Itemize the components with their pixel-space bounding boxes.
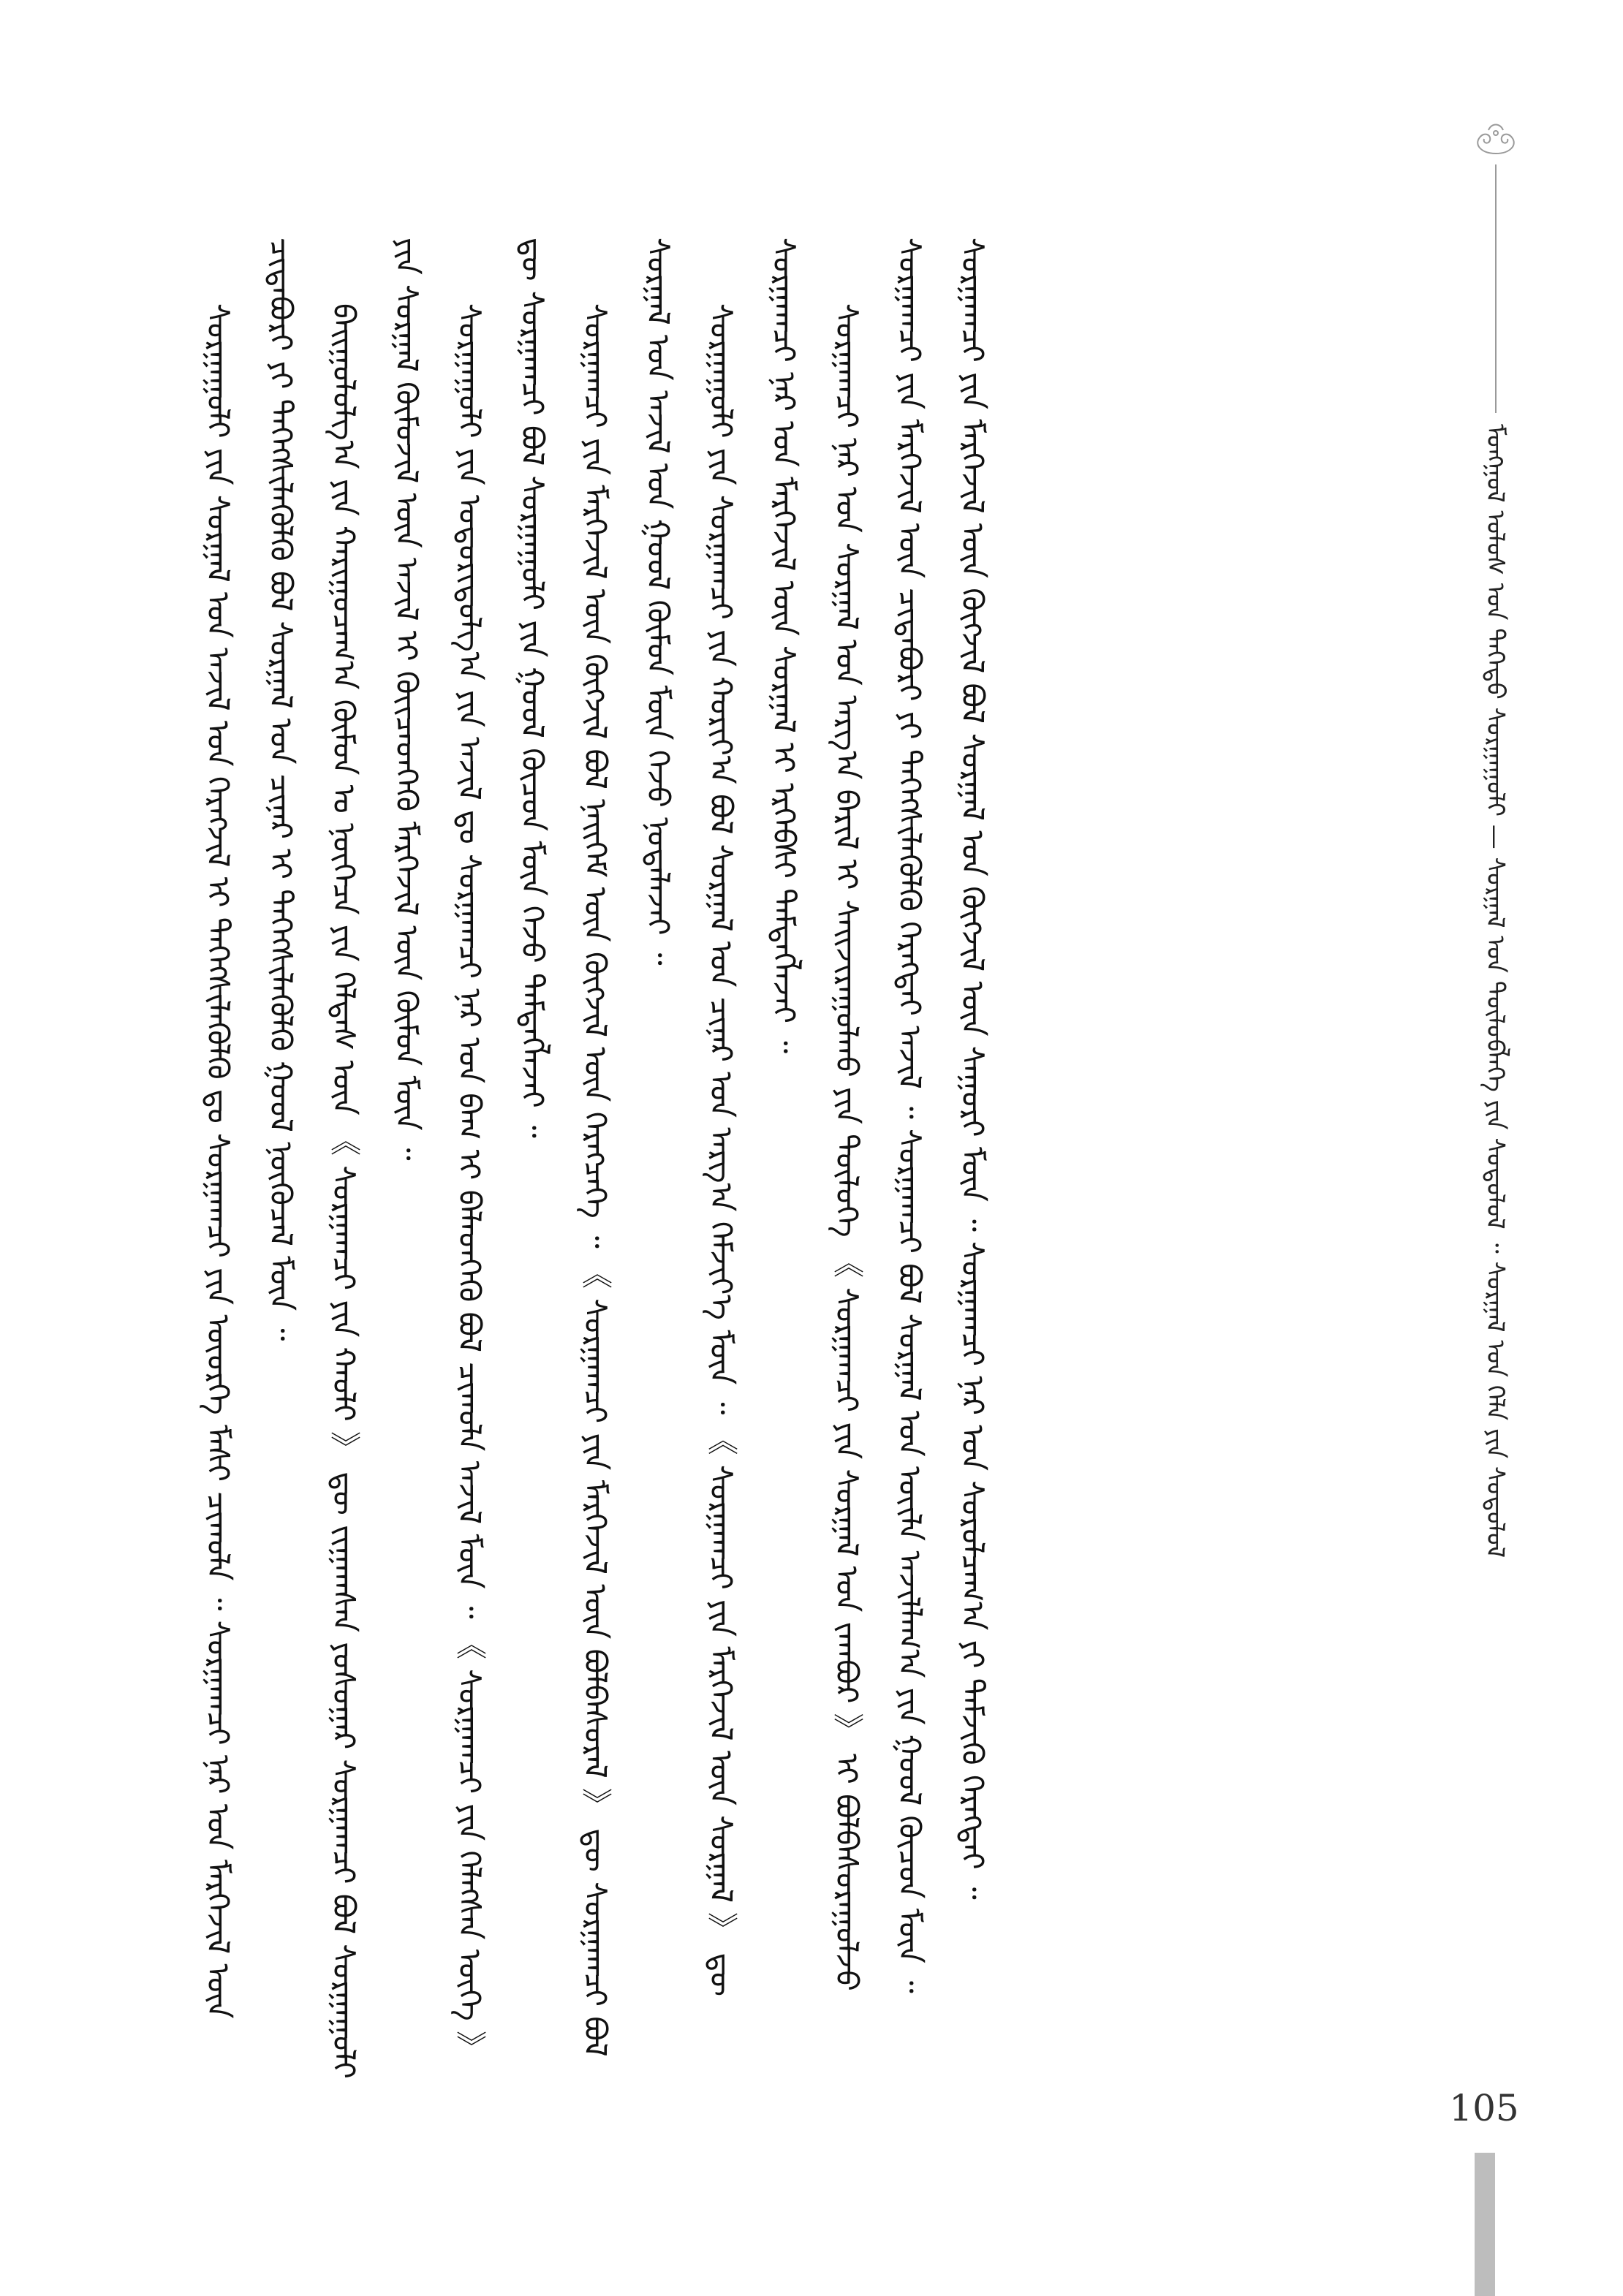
thumb-tab (1475, 2153, 1495, 2296)
header-divider (1495, 164, 1497, 413)
paragraph: ᠰᠤᠷᠭᠠᠭᠴᠢ ᠶᠢᠨ ᠮᠡᠷᠭᠡᠵᠢᠯ ᠦᠨ ᠬᠥᠭᠵᠢᠯ ᠪᠣᠯ ᠨᠡᠢᠭᠡᠮ ᠦᠨ ᠬᠥᠭᠵᠢᠯ ᠦᠨ ᠬᠡᠷᠡᠭᠴᠡᠭᠡ ᠃ 《 ᠰᠤᠷᠭᠠᠭᠴᠢ ᠶᠢᠨ ᠮᠡᠷᠭᠡᠵᠢᠯ ᠦᠨ ᠪᠣᠯᠪᠠᠰᠤᠷᠠᠯ 》 ᠳᠦ ᠰᠤᠷᠭᠠᠭᠴᠢ ᠪᠣᠯ ᠰᠤᠷᠭᠠᠯ ᠤᠨ ᠠᠵᠢᠯ ᠤᠨ ᠭᠣᠣᠯ ᠬᠦᠮᠦᠨ ᠮᠥᠨ ᠭᠡᠵᠦ ᠨᠣᠲᠠᠯᠠᠵᠡᠢ ᠃ (578, 238, 676, 2057)
page-number: 105 (1449, 2087, 1519, 2129)
body-text (186, 238, 1246, 2080)
paragraph: ᠰᠤᠷᠭᠠᠭᠴᠢ ᠨᠠᠷ ᠤᠨ ᠰᠤᠷᠭᠠᠯ ᠤᠨ ᠠᠷᠭ᠎ᠠ ᠪᠠᠷᠢᠯ ᠢ ᠰᠠᠢᠵᠢᠷᠠᠭᠤᠯᠬᠤ ᠶᠢᠨ ᠲᠥᠯᠦᠭᠡ 《 ᠰᠤᠷᠭᠠᠭᠴᠢ ᠶᠢᠨ ᠰᠤᠷᠭᠠᠯ ᠤᠨ ᠵᠠᠭᠪᠤᠷ 》 ᠢ ᠪᠣᠯᠪᠠᠰᠤᠷᠠᠭᠤᠯᠵᠤ ᠰᠤᠷᠭᠠᠭᠴᠢ ᠶᠢᠨ ᠮᠡᠷᠭᠡᠵᠢᠯ ᠦᠨ ᠴᠢᠳᠠᠪᠤᠷᠢ ᠶᠢ ᠳᠡᠭᠡᠭᠰᠢᠯᠡᠭᠦᠯᠬᠦ ᠬᠡᠷᠡᠭᠲᠡᠢ ᠠᠵᠢᠯ ᠃ ᠰᠤᠷᠭᠠᠭᠴᠢ ᠪᠣᠯ ᠰᠤᠷᠭᠠᠯ ᠤᠨ ᠦᠢᠯᠡ ᠠᠵᠢᠯᠯᠠᠭ᠎ᠠ ᠶᠢᠨ ᠭᠣᠣᠯ ᠬᠦᠴᠦᠨ ᠮᠥᠨ ᠃ ᠰᠤᠷᠭᠠᠭᠴᠢ ᠶᠢᠨ ᠮᠡᠷᠭᠡᠵᠢᠯ ᠦᠨ ᠬᠥᠭᠵᠢᠯ ᠪᠣᠯ ᠰᠤᠷᠭᠠᠯ ᠤᠨ ᠬᠥᠭᠵᠢᠯ ᠦᠨ ᠰᠠᠭᠤᠷᠢ ᠮᠥᠨ ᠃ ᠰᠤᠷᠭᠠᠭᠴᠢ ᠨᠠᠷ ᠤᠨ ᠰᠤᠷᠤᠯᠴᠠᠭ᠎ᠠ ᠶᠢ ᠳᠡᠮᠵᠢᠬᠦ ᠬᠡᠷᠡᠭᠲᠡᠢ ᠃ (829, 238, 991, 1993)
running-header: ᠮᠣᠩᠭᠣᠯ ᠤᠯᠤᠰ ᠤᠨ ᠳᠡᠭᠡᠳᠦ ᠰᠤᠷᠭᠠᠭᠤᠯᠢ — ᠰᠤᠷᠭᠠᠯ ᠤᠨ ᠲᠥᠯᠥᠪᠯᠡᠭᠡ ᠶᠢᠨ ᠰᠤᠳᠤᠯᠤᠯ ᠃ ᠰᠤᠷᠭᠠᠯ ᠤᠨ ᠬᠡᠯᠡ ᠶᠢᠨ ᠰᠤᠳᠤᠯᠤᠯ (1480, 424, 1510, 1558)
paragraph: ᠪᠠᠢᠭᠤᠯᠤᠯᠭ᠎ᠠ ᠶᠢᠨ ᠬᠠᠷᠢᠭᠤᠴᠠᠭ᠎ᠠ ᠬᠦᠮᠦᠨ ᠤ ᠨᠥᠭᠡᠴᠡ ᠶᠢᠨ ᠬᠡᠯᠲᠡᠰ ᠦᠨ 《 ᠰᠤᠷᠭᠠᠭᠴᠢ ᠶᠢᠨ ᠬᠠᠤᠯᠢ 》 ᠳᠦ ᠵᠢᠭᠠᠭᠰᠠᠨ ᠶᠣᠰᠣᠭᠠᠷ ᠰᠤᠷᠭᠠᠭᠴᠢ ᠪᠣᠯ ᠰᠤᠷᠭᠠᠭᠤᠯᠢ ᠶᠢᠨ ᠰᠤᠷᠭᠠᠯ ᠬᠦᠮᠦᠵᠢᠯ ᠦᠨ ᠠᠵᠢᠯ ᠢ ᠭᠦᠢᠴᠡᠳᠬᠡᠬᠦ ᠮᠡᠷᠭᠡᠵᠢᠯ ᠦᠨ ᠬᠦᠮᠦᠨ ᠮᠥᠨ ᠃ (326, 238, 425, 2079)
paragraph: ᠰᠤᠷᠭᠠᠭᠤᠯᠢ ᠶᠢᠨ ᠰᠤᠷᠭᠠᠯ ᠤᠨ ᠠᠵᠢᠯ ᠤᠨ ᠬᠡᠷᠡᠭᠵᠢᠯ ᠢ ᠳᠡᠭᠡᠭᠰᠢᠯᠡᠭᠦᠯᠬᠦ ᠳᠤ ᠰᠤᠷᠭᠠᠭᠴᠢ ᠶᠢᠨ ᠦᠦᠷᠭᠡ ᠮᠠᠰᠢ ᠴᠢᠬᠤᠯᠠ ᠃ ᠰᠤᠷᠭᠠᠭᠴᠢ ᠨᠠᠷ ᠤᠨ ᠮᠡᠷᠭᠡᠵᠢᠯ ᠦᠨ ᠴᠢᠳᠠᠪᠤᠷᠢ ᠶᠢ ᠳᠡᠭᠡᠭᠰᠢᠯᠡᠭᠦᠯᠬᠦ ᠪᠣᠯ ᠰᠤᠷᠭᠠᠯ ᠤᠨ ᠴᠢᠨᠠᠷ ᠢ ᠳᠡᠭᠡᠭᠰᠢᠯᠡᠭᠦᠯᠬᠦ ᠭᠣᠣᠯ ᠨᠥᠬᠦᠴᠡᠯ ᠮᠥᠨ ᠃ (200, 238, 299, 2019)
header-ornament-icon (1467, 117, 1525, 161)
paragraph: ᠰᠤᠷᠭᠠᠭᠤᠯᠢ ᠶᠢᠨ ᠰᠤᠷᠭᠠᠭᠴᠢ ᠶᠢᠨ ᠬᠣᠷᠢᠶ᠎ᠠ ᠪᠣᠯ ᠰᠤᠷᠭᠠᠯ ᠤᠨ ᠴᠢᠨᠠᠷ ᠤᠨ ᠠᠷᠭ᠎ᠠ ᠬᠡᠮᠵᠢᠶ᠎ᠡ ᠮᠥᠨ ᠃ 《 ᠰᠤᠷᠭᠠᠭᠴᠢ ᠶᠢᠨ ᠮᠡᠷᠭᠡᠵᠢᠯ ᠦᠨ ᠰᠤᠷᠭᠠᠯ 》 ᠳᠦ ᠰᠤᠷᠭᠠᠭᠴᠢ ᠨᠠᠷ ᠤᠨ ᠮᠡᠷᠭᠡᠵᠢᠯ ᠦᠨ ᠰᠤᠷᠭᠠᠯ ᠢ ᠡᠷᠬᠡᠪᠰᠢ ᠲᠡᠮᠳᠡᠭᠯᠡᠵᠡᠢ ᠃ (703, 238, 802, 1997)
paragraph: ᠰᠤᠷᠭᠠᠭᠤᠯᠢ ᠶᠢᠨ ᠤᠳᠤᠷᠢᠳᠤᠯᠭ᠎ᠠ ᠶᠢᠨ ᠠᠵᠢᠯ ᠳᠤ ᠰᠤᠷᠭᠠᠭᠴᠢ ᠨᠠᠷ ᠤᠨ ᠪᠠᠭ ᠢ ᠪᠡᠯᠡᠳᠬᠡᠬᠦ ᠪᠣᠯ ᠴᠢᠬᠤᠯᠠ ᠠᠵᠢᠯ ᠮᠥᠨ ᠃ 《 ᠰᠤᠷᠭᠠᠭᠴᠢ ᠶᠢᠨ ᠬᠡᠯᠡᠭᠰᠡᠨ ᠦᠭᠡ 》 ᠳᠦ ᠰᠤᠷᠭᠠᠭᠴᠢ ᠪᠣᠯ ᠰᠤᠷᠭᠠᠭᠤᠯᠢ ᠶᠢᠨ ᠭᠣᠣᠯ ᠬᠦᠴᠦᠨ ᠮᠥᠨ ᠭᠡᠵᠦ ᠲᠡᠮᠳᠡᠭᠯᠡᠵᠡᠢ ᠃ (452, 238, 551, 2062)
